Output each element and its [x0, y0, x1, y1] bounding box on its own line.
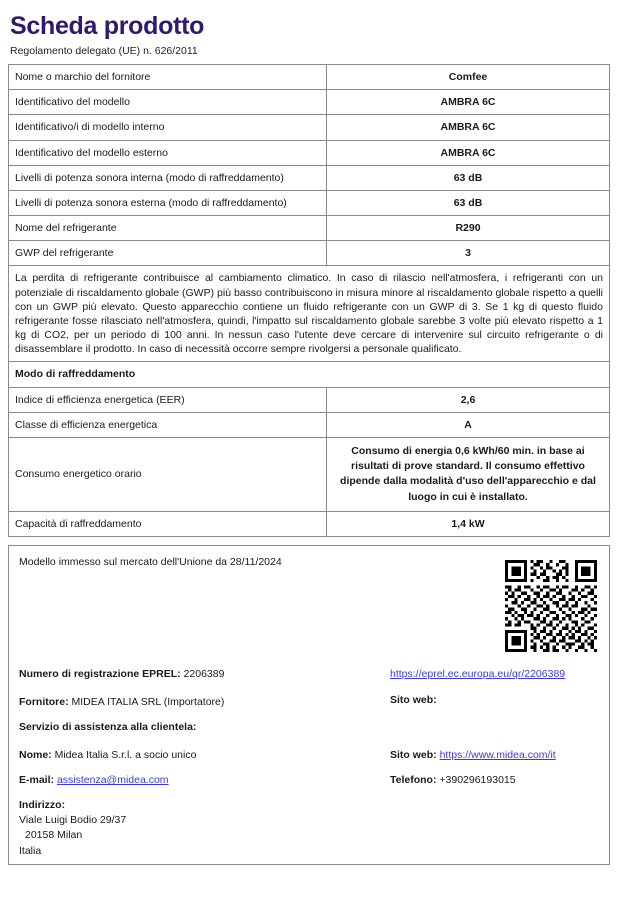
spec-value: 63 dB	[327, 165, 610, 190]
spec-label: Identificativo/i di modello interno	[9, 115, 327, 140]
spec-value: 3	[327, 241, 610, 266]
spec-value: AMBRA 6C	[327, 115, 610, 140]
supplier-label: Fornitore:	[19, 695, 69, 708]
market-placement-date: Modello immesso sul mercato dell'Unione da 28/11/2024	[19, 555, 282, 568]
spec-label: Indice di efficienza energetica (EER)	[9, 387, 327, 412]
table-row	[9, 266, 610, 362]
spec-value: Consumo di energia 0,6 kWh/60 min. in base ai risultati di prove standard. Il consumo effettivo dipende dalla modalità d'uso dell'apparecchio e dal luogo in cui è installato.	[327, 437, 610, 511]
spec-label: Identificativo del modello esterno	[9, 140, 327, 165]
table-row	[9, 362, 610, 387]
table-row	[9, 437, 610, 511]
email-label: E-mail:	[19, 773, 55, 786]
table-row	[9, 387, 610, 412]
product-specs-table	[8, 64, 610, 537]
address-line: 20158 Milan	[25, 829, 83, 842]
spec-value: AMBRA 6C	[327, 140, 610, 165]
table-row	[9, 241, 610, 266]
spec-label: Nome o marchio del fornitore	[9, 65, 327, 90]
spec-value: R290	[327, 216, 610, 241]
supplier-value: MIDEA ITALIA SRL (Importatore)	[71, 695, 225, 708]
refrigerant-disclaimer: La perdita di refrigerante contribuisce al cambiamento climatico. In caso di rilascio nell'atmosfera, i refrigeranti con un potenziale di riscaldamento globale (GWP) più basso contribuiscono in misura minore al riscaldamento globale rispetto a quelli con un GWP più elevato. Questo apparecchio contiene un fluido refrigerante con un GWP di 3. Se 1 kg di questo fluido refrigerante fosse rilasciato nell'atmosfera, quindi, l'impatto sul riscaldamento globale sarebbe 3 volte più elevato rispetto a 1 kg di CO2, per un periodo di 100 anni. In nessun caso l'utente deve cercare di intervenire sul circuito refrigerante o di disassemblare il prodotto. In caso di necessità occorre sempre rivolgersi a personale qualificato.	[9, 266, 610, 362]
spec-label: Identificativo del modello	[9, 90, 327, 115]
address-line: Viale Luigi Bodio 29/37	[19, 814, 127, 827]
spec-label: Livelli di potenza sonora esterna (modo di raffreddamento)	[9, 190, 327, 215]
eprel-label: Numero di registrazione EPREL:	[19, 667, 181, 680]
spec-label: Capacità di raffreddamento	[9, 511, 327, 536]
spec-value: AMBRA 6C	[327, 90, 610, 115]
supplier-row	[19, 696, 224, 708]
table-row	[9, 190, 610, 215]
spec-label: Consumo energetico orario	[9, 437, 327, 511]
customer-service-label: Servizio di assistenza alla clientela:	[19, 720, 197, 733]
regulation-subtitle: Regolamento delegato (UE) n. 626/2011	[10, 45, 198, 57]
email-row	[19, 774, 169, 786]
spec-label: Livelli di potenza sonora interna (modo di raffreddamento)	[9, 165, 327, 190]
table-row	[9, 115, 610, 140]
name-label: Nome:	[19, 748, 52, 761]
eprel-link[interactable]: https://eprel.ec.europa.eu/qr/2206389	[390, 667, 566, 680]
eprel-registration-row	[19, 668, 224, 680]
website-row-2	[390, 749, 556, 761]
email-link[interactable]: assistenza@midea.com	[56, 773, 169, 786]
phone-value: +390296193015	[439, 773, 516, 786]
website-label-1: Sito web:	[390, 693, 437, 706]
spec-label: GWP del refrigerante	[9, 241, 327, 266]
spec-value: 2,6	[327, 387, 610, 412]
address-title: Indirizzo:	[19, 798, 66, 811]
table-row	[9, 140, 610, 165]
spec-value: Comfee	[327, 65, 610, 90]
address-block	[19, 798, 126, 859]
phone-row	[390, 774, 516, 786]
company-name-row	[19, 749, 196, 761]
table-row	[9, 412, 610, 437]
contact-info-panel	[8, 545, 610, 865]
section-heading-cooling: Modo di raffreddamento	[9, 362, 610, 387]
spec-value: 63 dB	[327, 190, 610, 215]
address-line: Italia	[19, 844, 42, 857]
spec-value: 1,4 kW	[327, 511, 610, 536]
phone-label: Telefono:	[390, 773, 437, 786]
table-row	[9, 511, 610, 536]
table-row	[9, 65, 610, 90]
spec-value: A	[327, 412, 610, 437]
page-title: Scheda prodotto	[10, 12, 205, 40]
table-row	[9, 165, 610, 190]
table-row	[9, 216, 610, 241]
website-label-2: Sito web:	[390, 748, 437, 761]
name-value: Midea Italia S.r.l. a socio unico	[54, 748, 197, 761]
spec-label: Classe di efficienza energetica	[9, 412, 327, 437]
spec-label: Nome del refrigerante	[9, 216, 327, 241]
eprel-value: 2206389	[183, 667, 225, 680]
qr-code-icon	[505, 560, 597, 652]
website-link-2[interactable]: https://www.midea.com/it	[439, 748, 556, 761]
table-row	[9, 90, 610, 115]
